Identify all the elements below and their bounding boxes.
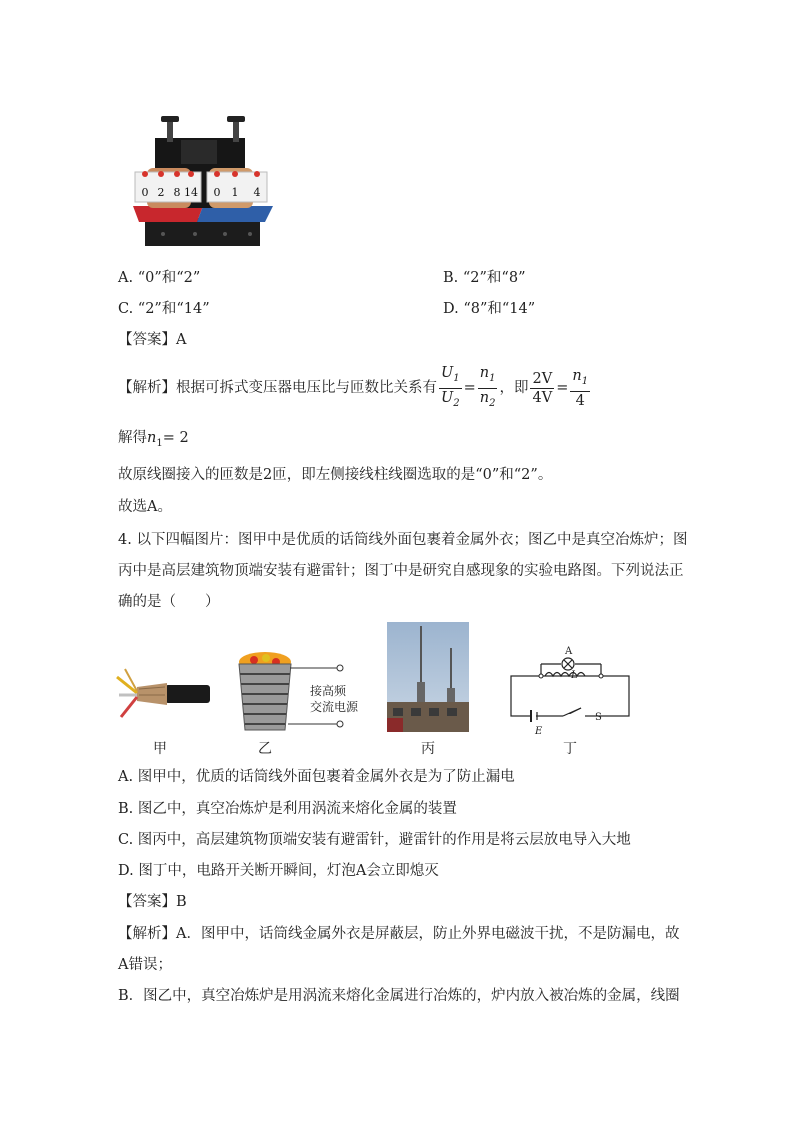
fraction-n1-4: $\frac{n_1}{4}$: [572, 367, 589, 409]
q4-analysis-line1: 【解析】A．图甲中，话筒线金属外衣是屏蔽层，防止外界电磁波干扰，不是防漏电，故: [118, 926, 680, 942]
furnace-label: [310, 683, 358, 715]
q4-analysis-line3: B．图乙中，真空冶炼炉是用涡流来熔化金属进行冶炼的，炉内放入被冶炼的金属，线圈: [118, 988, 680, 1004]
q3-option-c: C. “2”和“14”: [118, 301, 210, 317]
figure-bing-lightning-rod: [387, 622, 469, 732]
q3-conclusion: 故原线圈接入的匝数是2匝，即左侧接线柱线圈选取的是“0”和“2”。: [118, 467, 553, 483]
furnace-label-line1: 接高频: [310, 684, 347, 698]
figure-label-bing: 丙: [421, 741, 435, 757]
fraction-2v-4v: $\frac{2V}{4V}$: [532, 370, 553, 406]
q4-answer: 【答案】B: [118, 894, 187, 910]
scale-left-14: 14: [184, 186, 198, 199]
q4-option-c: C. 图丙中，高层建筑物顶端安装有避雷针，避雷针的作用是将云层放电导入大地: [118, 832, 631, 848]
fraction-u1-u2: $\frac{U_1}{U_2}$: [441, 365, 460, 409]
scale-left-8: 8: [173, 186, 181, 199]
equals-sign-2: =: [556, 380, 569, 397]
figure-label-yi: 乙: [258, 741, 272, 757]
q4-option-b: B. 图乙中，真空冶炼炉是利用涡流来熔化金属的装置: [118, 801, 457, 817]
scale-right-4: 4: [253, 186, 261, 199]
figure-label-jia: 甲: [153, 741, 167, 757]
q3-choice: 故选A。: [118, 499, 172, 515]
q3-answer: 【答案】A: [118, 332, 187, 348]
q4-stem-line1: 4. 以下四幅图片：图甲中是优质的话筒线外面包裹着金属外衣；图乙中是真空冶炼炉；图: [118, 532, 688, 548]
q3-analysis-formula: [118, 364, 592, 413]
equals-sign: =: [463, 380, 476, 397]
furnace-label-line2: 交流电源: [310, 700, 359, 714]
circuit-label-inductor: L: [571, 670, 578, 681]
q3-solve: 解得$n_1= 2$: [118, 430, 189, 449]
q3-analysis-prefix: 【解析】根据可拆式变压器电压比与匝数比关系有: [118, 380, 437, 397]
figure-ding-circuit: [505, 640, 635, 740]
circuit-label-switch: S: [595, 712, 602, 723]
scale-right-0: 0: [213, 186, 221, 199]
q3-option-d: D. “8”和“14”: [443, 301, 536, 317]
scale-right-1: 1: [231, 186, 239, 199]
figure-jia-cable: [115, 665, 210, 730]
fraction-n1-n2: $\frac{n_1}{n_2}$: [479, 365, 496, 409]
transformer-photo: [125, 110, 275, 250]
figure-label-ding: 丁: [563, 741, 577, 757]
circuit-label-battery: E: [535, 726, 543, 737]
scale-left-0: 0: [141, 186, 149, 199]
q4-option-d: D. 图丁中，电路开关断开瞬间，灯泡A会立即熄灭: [118, 863, 439, 879]
q3-option-a: A. “0”和“2”: [118, 270, 201, 286]
q3-option-b: B. “2”和“8”: [443, 270, 526, 286]
circuit-label-lamp: A: [565, 646, 573, 657]
q4-option-a: A. 图甲中，优质的话筒线外面包裹着金属外衣是为了防止漏电: [118, 769, 515, 785]
q4-analysis-line2: A错误；: [118, 957, 172, 973]
ji-text: ，即: [499, 380, 529, 397]
q4-stem-line3: 确的是（ ）: [118, 594, 220, 610]
q4-stem-line2: 丙中是高层建筑物顶端安装有避雷针；图丁中是研究自感现象的实验电路图。下列说法正: [118, 563, 684, 579]
scale-left-2: 2: [157, 186, 165, 199]
